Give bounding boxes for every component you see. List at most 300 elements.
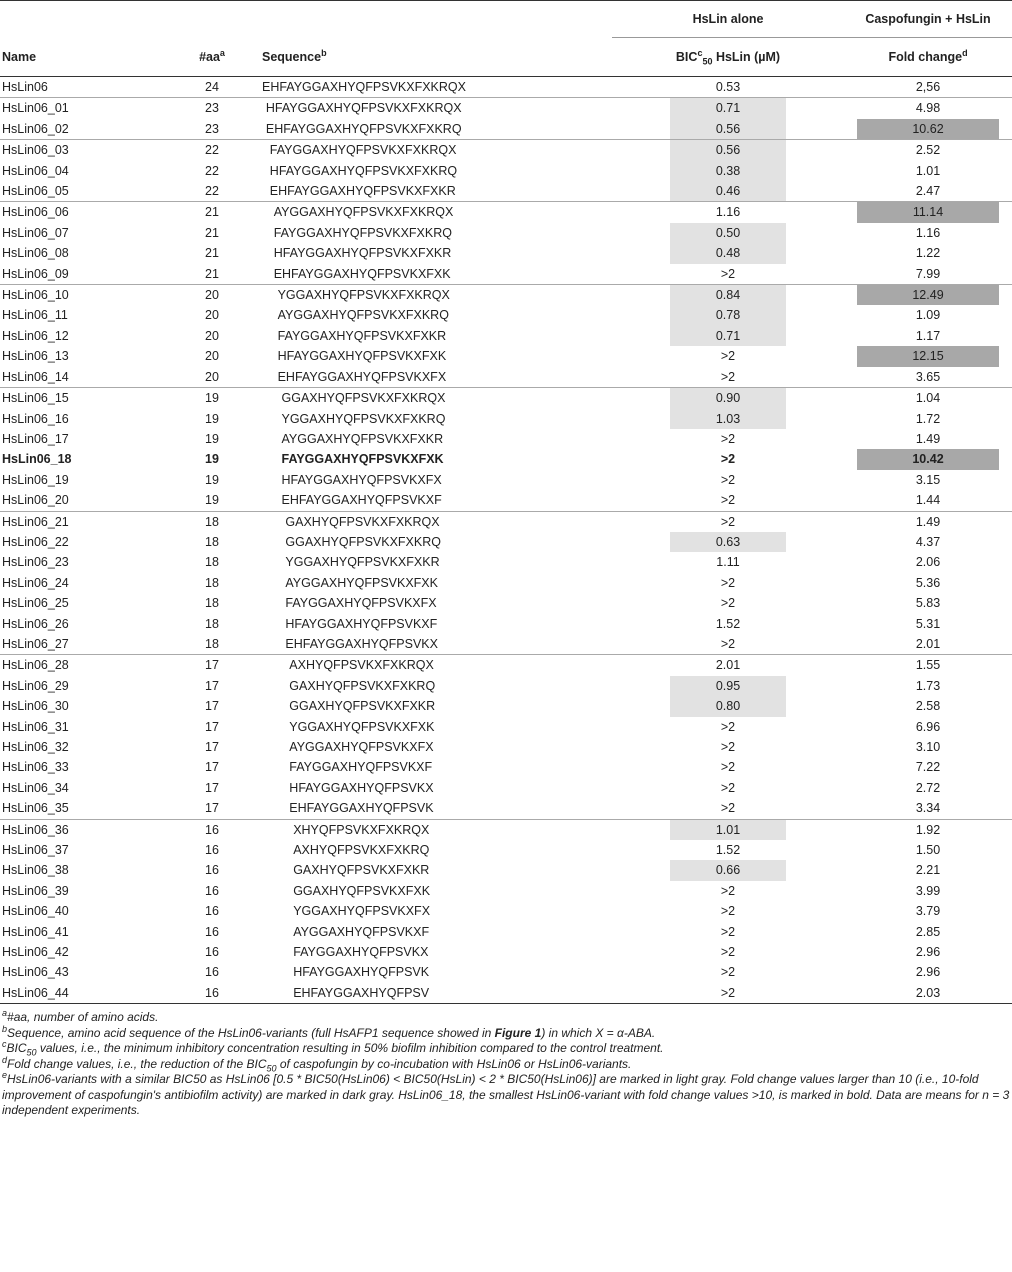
cell-bic [612,798,844,819]
table-row [0,696,1012,716]
bic-value: 0.71 [670,326,786,346]
bic-value: >2 [720,904,736,919]
cell-sequence: FAYGGAXHYQFPSVKXF [289,760,433,775]
cell-fold-change [844,77,1012,98]
cell-aa: 16 [162,983,262,1004]
footnote-e: $^e$HsLin06-variants with a similar BIC50 as HsLin06 [0.5 * BIC50(HsLin06) < BIC50(HsLin) < 2 * BIC50(HsLin06)] are marked in light gray. Fold change values larger than 10 (i.e., 10-fold improvement of caspofungin's antibiofilm activity) are marked in dark gray. HsLin06_18, the smallest HsLin06-variant with fold change values >10, is marked in bold. Data are means for n = 3 independent experiments. [2,1070,1010,1118]
cell-bic [612,511,844,532]
cell-aa: 19 [205,452,219,467]
cell-bic [612,490,844,511]
cell-bic [612,346,844,366]
table-row [0,326,1012,346]
bic-value: >2 [720,514,736,529]
bic-value: >2 [720,431,736,446]
table-row [0,285,1012,306]
cell-bic [612,901,844,921]
cell-fold-change [844,285,1012,306]
cell-name: HsLin06_10 [0,285,162,306]
bic-value: 0.90 [670,388,786,408]
bic-value: >2 [720,493,736,508]
table-row [0,202,1012,223]
cell-sequence: EHFAYGGAXHYQFPSVKXFX [277,369,447,384]
bic-value: 0.78 [670,305,786,325]
table-row [0,98,1012,119]
cell-name: HsLin06_39 [2,883,69,898]
cell-aa: 17 [205,719,219,734]
cell-aa: 19 [205,431,219,446]
table-row [0,840,1012,860]
bic-value: >2 [720,801,736,816]
table-row [0,798,1012,819]
cell-name: HsLin06_21 [0,511,162,532]
cell-sequence: HFAYGGAXHYQFPSVKXFX [281,472,442,487]
bic-value: >2 [720,349,736,364]
cell-fold-change [844,532,1012,552]
cell-bic [612,264,844,285]
cell-sequence: GGAXHYQFPSVKXFXKRQX [262,388,612,409]
fold-change-value: 7.99 [915,266,941,281]
cell-name: HsLin06_43 [2,965,69,980]
cell-bic [612,388,844,409]
cell-aa: 19 [205,411,219,426]
table-row [0,470,1012,490]
cell-fold-change [844,942,1012,962]
cell-sequence: EHFAYGGAXHYQFPSVKXFXKRQ [265,121,462,136]
fold-change-value: 12.15 [857,346,999,366]
cell-name: HsLin06_40 [2,904,69,919]
table-row [0,243,1012,263]
footnote-a: $^a$#aa, number of amino acids. [2,1008,159,1025]
cell-bic [612,305,844,325]
cell-bic [612,98,844,119]
cell-fold-change [844,798,1012,819]
fold-change-value: 2.52 [915,143,941,158]
fold-change-value: 2.72 [915,780,941,795]
table-row [0,717,1012,737]
bic-value: >2 [720,985,736,1000]
bic-value: 0.53 [715,80,741,94]
cell-fold-change [844,140,1012,161]
bic-value: 0.38 [670,161,786,181]
cell-fold-change [844,305,1012,325]
cell-fold-change [844,429,1012,449]
cell-fold-change [844,449,1012,469]
cell-bic [612,202,844,223]
cell-name: HsLin06_19 [2,472,69,487]
bic-value: 0.95 [670,676,786,696]
cell-sequence: FAYGGAXHYQFPSVKXFXKR [277,328,447,343]
cell-bic [612,181,844,202]
column-header-row [0,38,1012,77]
fold-change-value: 5.83 [915,596,941,611]
cell-sequence: AYGGAXHYQFPSVKXFXK [285,575,438,590]
cell-sequence: FAYGGAXHYQFPSVKXFXKRQ [273,225,452,240]
cell-sequence: EHFAYGGAXHYQFPSVKXF [281,493,442,508]
cell-name: HsLin06_07 [2,225,69,240]
cell-name: HsLin06_27 [2,636,69,651]
table-row [0,119,1012,140]
cell-aa: 20 [205,369,219,384]
cell-aa: 18 [205,616,219,631]
cell-sequence: HFAYGGAXHYQFPSVKXFXKRQ [269,163,458,178]
fold-change-value: 5.36 [915,575,941,590]
bic-value: 1.16 [715,205,741,220]
table-row [0,737,1012,757]
fold-change-value: 2.06 [915,555,941,570]
cell-aa: 22 [205,184,219,199]
cell-fold-change [844,922,1012,942]
cell-name: HsLin06_37 [2,843,69,858]
cell-bic [612,881,844,901]
cell-sequence: AYGGAXHYQFPSVKXFXKRQ [277,308,449,323]
table-row [0,573,1012,593]
col-header-fold-change: Fold change$^d$ [844,38,1012,77]
bic-value: >2 [720,452,736,467]
cell-name: HsLin06_13 [2,349,69,364]
table-row [0,367,1012,388]
table-row [0,778,1012,798]
cell-fold-change [844,511,1012,532]
bic-value: 0.56 [670,140,786,160]
cell-fold-change [844,119,1012,140]
cell-sequence: EHFAYGGAXHYQFPSVKXFXK [273,266,451,281]
group-header-fc: Caspofungin + HsLin [844,1,1012,38]
cell-sequence: AYGGAXHYQFPSVKXFXKR [281,431,444,446]
bic-value: 1.03 [670,409,786,429]
cell-aa: 16 [205,904,219,919]
cell-aa: 21 [205,266,219,281]
cell-sequence: GAXHYQFPSVKXFXKRQ [289,678,436,693]
bic-value: >2 [720,575,736,590]
bic-value: 1.01 [670,820,786,840]
table-row [0,264,1012,285]
cell-name: HsLin06_28 [0,655,162,676]
cell-sequence: YGGAXHYQFPSVKXFXK [289,719,435,734]
cell-name: HsLin06_15 [0,388,162,409]
fold-change-value: 2.01 [915,636,941,651]
group-header-row [0,1,1012,38]
cell-aa: 16 [205,863,219,878]
table-row [0,511,1012,532]
table-row [0,983,1012,1004]
col-header-sequence: Sequence$^b$ [262,38,612,77]
fold-change-value: 1.04 [915,391,941,406]
fold-change-value: 2.85 [915,924,941,939]
bic-value: >2 [720,719,736,734]
fold-change-value: 5.31 [915,616,941,631]
table-row [0,449,1012,469]
cell-name: HsLin06_25 [2,596,69,611]
bic-value: 0.63 [670,532,786,552]
bic-value: 1.52 [715,843,741,858]
cell-fold-change [844,634,1012,655]
cell-bic [612,243,844,263]
cell-bic [612,962,844,982]
cell-name: HsLin06_08 [2,246,69,261]
cell-name: HsLin06_31 [2,719,69,734]
cell-aa: 23 [205,121,219,136]
table-row [0,223,1012,243]
cell-name: HsLin06_36 [0,819,162,840]
bic-value: >2 [720,472,736,487]
cell-name: HsLin06_04 [2,163,69,178]
cell-fold-change [844,202,1012,223]
cell-bic [612,429,844,449]
cell-bic [612,696,844,716]
fold-change-value: 1.55 [915,658,941,673]
cell-name: HsLin06_26 [2,616,69,631]
cell-bic [612,840,844,860]
fold-change-value: 4.98 [915,101,941,116]
cell-aa: 17 [205,760,219,775]
cell-name: HsLin06_17 [2,431,69,446]
fold-change-value: 1.16 [915,225,941,240]
cell-aa: 24 [205,80,219,94]
cell-fold-change [844,181,1012,202]
bic-value: 0.71 [670,98,786,118]
table-row [0,922,1012,942]
cell-sequence: HFAYGGAXHYQFPSVKX [289,780,434,795]
cell-bic [612,860,844,880]
bic-value: 0.66 [670,860,786,880]
table-row [0,819,1012,840]
cell-bic [612,409,844,429]
cell-name: HsLin06_33 [2,760,69,775]
cell-aa: 20 [205,349,219,364]
group-header-bic: HsLin alone [612,1,844,38]
fold-change-value: 1.09 [915,308,941,323]
fold-change-value: 1.22 [915,246,941,261]
footnote-b: $^b$Sequence, amino acid sequence of the HsLin06-variants (full HsAFP1 sequence showed in Figure 1) in which X = α-ABA. [2,1023,656,1040]
cell-fold-change [844,757,1012,777]
cell-aa: 16 [162,819,262,840]
fold-change-value: 1.49 [915,431,941,446]
cell-sequence: HFAYGGAXHYQFPSVK [293,965,430,980]
table-row [0,140,1012,161]
cell-name: HsLin06_18 [2,452,72,467]
cell-name: HsLin06_20 [2,493,69,508]
cell-name: HsLin06_24 [2,575,69,590]
fold-change-value: 3.79 [915,904,941,919]
cell-fold-change [844,717,1012,737]
cell-name: HsLin06_02 [2,121,69,136]
cell-aa: 19 [162,388,262,409]
cell-fold-change [844,819,1012,840]
table-row [0,655,1012,676]
col-header-name: Name [0,38,162,77]
cell-sequence: GGAXHYQFPSVKXFXKRQ [285,534,441,549]
cell-sequence: GAXHYQFPSVKXFXKR [293,863,430,878]
cell-sequence: HFAYGGAXHYQFPSVKXFXKRQX [262,98,612,119]
cell-name: HsLin06_23 [2,555,69,570]
cell-bic [612,326,844,346]
cell-aa: 16 [205,843,219,858]
cell-aa: 17 [205,740,219,754]
cell-sequence: EHFAYGGAXHYQFPSVKXFXKRQX [262,80,466,94]
table-row [0,388,1012,409]
cell-bic [612,593,844,613]
cell-fold-change [844,264,1012,285]
cell-bic [612,161,844,181]
bic-value: 2.01 [715,658,741,673]
fold-change-value: 12.49 [857,285,999,305]
fold-change-value: 1.73 [915,678,941,693]
cell-aa: 22 [162,140,262,161]
fold-change-value: 4.37 [915,534,941,549]
fold-change-value: 1.01 [915,163,941,178]
cell-fold-change [844,696,1012,716]
cell-name: HsLin06_44 [0,983,162,1004]
cell-fold-change [844,778,1012,798]
cell-bic [612,778,844,798]
table-row [0,490,1012,511]
table-body [0,77,1012,1004]
footnotes [0,1004,1012,1119]
cell-sequence: EHFAYGGAXHYQFPSV [262,983,612,1004]
cell-fold-change [844,901,1012,921]
cell-aa: 19 [205,472,219,487]
cell-sequence: HFAYGGAXHYQFPSVKXF [285,616,438,631]
fold-change-value: 2.03 [915,985,941,1000]
bic-value: 0.84 [670,285,786,305]
cell-fold-change [844,552,1012,572]
fold-change-value: 2.58 [915,699,941,714]
col-header-bic: $BIC^c_{50}$ HsLin (µM) [612,38,844,77]
bic-value: >2 [720,636,736,651]
table-row [0,409,1012,429]
cell-sequence: EHFAYGGAXHYQFPSVKX [285,636,438,651]
cell-fold-change [844,243,1012,263]
fold-change-value: 3.65 [915,369,941,384]
cell-sequence: GGAXHYQFPSVKXFXK [293,883,431,898]
cell-sequence: AYGGAXHYQFPSVKXFXKRQX [262,202,612,223]
cell-sequence: YGGAXHYQFPSVKXFXKRQX [262,285,612,306]
footnote-d: $^d$Fold change values, i.e., the reduction of the $BIC_{50}$ of caspofungin by co-incubation with HsLin06 or HsLin06-variants. [2,1054,632,1074]
cell-name: HsLin06_01 [0,98,162,119]
cell-aa: 18 [205,555,219,570]
cell-bic [612,367,844,388]
bic-value: >2 [720,780,736,795]
bic-value: 0.48 [670,243,786,263]
cell-sequence: EHFAYGGAXHYQFPSVK [289,801,434,816]
bic-value: >2 [720,965,736,980]
cell-fold-change [844,983,1012,1004]
table-row [0,161,1012,181]
cell-bic [612,140,844,161]
table-row [0,429,1012,449]
cell-name: HsLin06_12 [2,328,69,343]
bic-value: 0.46 [670,181,786,201]
fold-change-value: 2,56 [915,80,941,94]
cell-bic [612,119,844,140]
cell-fold-change [844,161,1012,181]
table-row [0,552,1012,572]
table-row [0,942,1012,962]
cell-bic [612,757,844,777]
cell-name: HsLin06_14 [2,369,69,384]
cell-bic [612,634,844,655]
table-row [0,346,1012,366]
bic-value: >2 [720,883,736,898]
cell-aa: 17 [205,678,219,693]
cell-aa: 18 [205,534,219,549]
bic-value: >2 [720,266,736,281]
cell-name: HsLin06_05 [2,184,69,199]
cell-fold-change [844,490,1012,511]
table-row [0,757,1012,777]
cell-sequence: YGGAXHYQFPSVKXFXKRQ [281,411,446,426]
bic-value: >2 [720,945,736,960]
table-row [0,305,1012,325]
table-row [0,881,1012,901]
cell-aa: 16 [205,883,219,898]
cell-name: HsLin06_09 [2,266,69,281]
cell-aa: 19 [205,493,219,508]
cell-aa: 18 [162,511,262,532]
fold-change-value: 3.10 [915,740,941,754]
cell-name: HsLin06_42 [2,945,69,960]
fold-change-value: 1.72 [915,411,941,426]
cell-name: HsLin06_35 [2,801,69,816]
cell-bic [612,449,844,469]
cell-sequence: YGGAXHYQFPSVKXFXKR [285,555,440,570]
cell-aa: 20 [205,308,219,323]
cell-bic [612,532,844,552]
fold-change-value: 2.96 [915,945,941,960]
cell-fold-change [844,223,1012,243]
cell-aa: 18 [205,575,219,590]
cell-aa: 16 [205,924,219,939]
cell-fold-change [844,860,1012,880]
cell-sequence: FAYGGAXHYQFPSVKXFX [285,596,437,611]
cell-name: HsLin06_16 [2,411,69,426]
cell-sequence: FAYGGAXHYQFPSVKX [293,945,429,960]
table-row [0,77,1012,98]
cell-aa: 17 [162,655,262,676]
cell-fold-change [844,614,1012,634]
cell-bic [612,223,844,243]
cell-fold-change [844,388,1012,409]
cell-sequence: YGGAXHYQFPSVKXFX [293,904,431,919]
fold-change-value: 1.17 [915,328,941,343]
bic-value: 1.11 [716,555,740,570]
cell-sequence: AYGGAXHYQFPSVKXF [293,924,430,939]
cell-aa: 18 [205,636,219,651]
cell-sequence: GAXHYQFPSVKXFXKRQX [262,511,612,532]
table-row [0,860,1012,880]
cell-fold-change [844,367,1012,388]
cell-name: HsLin06_22 [2,534,69,549]
footnote-c: $^cBIC_{50}$ values, i.e., the minimum inhibitory concentration resulting in 50% biofilm inhibition compared to the control treatment. [2,1039,664,1058]
cell-fold-change [844,962,1012,982]
cell-fold-change [844,573,1012,593]
cell-aa: 18 [205,596,219,611]
cell-fold-change [844,676,1012,696]
cell-aa: 17 [205,801,219,816]
bic-value: 1.52 [715,616,741,631]
cell-bic [612,676,844,696]
fold-change-value: 1.44 [915,493,941,508]
cell-aa: 22 [205,163,219,178]
cell-aa: 17 [205,780,219,795]
cell-bic [612,470,844,490]
table-row [0,593,1012,613]
cell-bic [612,77,844,98]
cell-name: HsLin06_38 [2,863,69,878]
cell-name: HsLin06 [2,80,48,94]
table-row [0,962,1012,982]
cell-fold-change [844,593,1012,613]
